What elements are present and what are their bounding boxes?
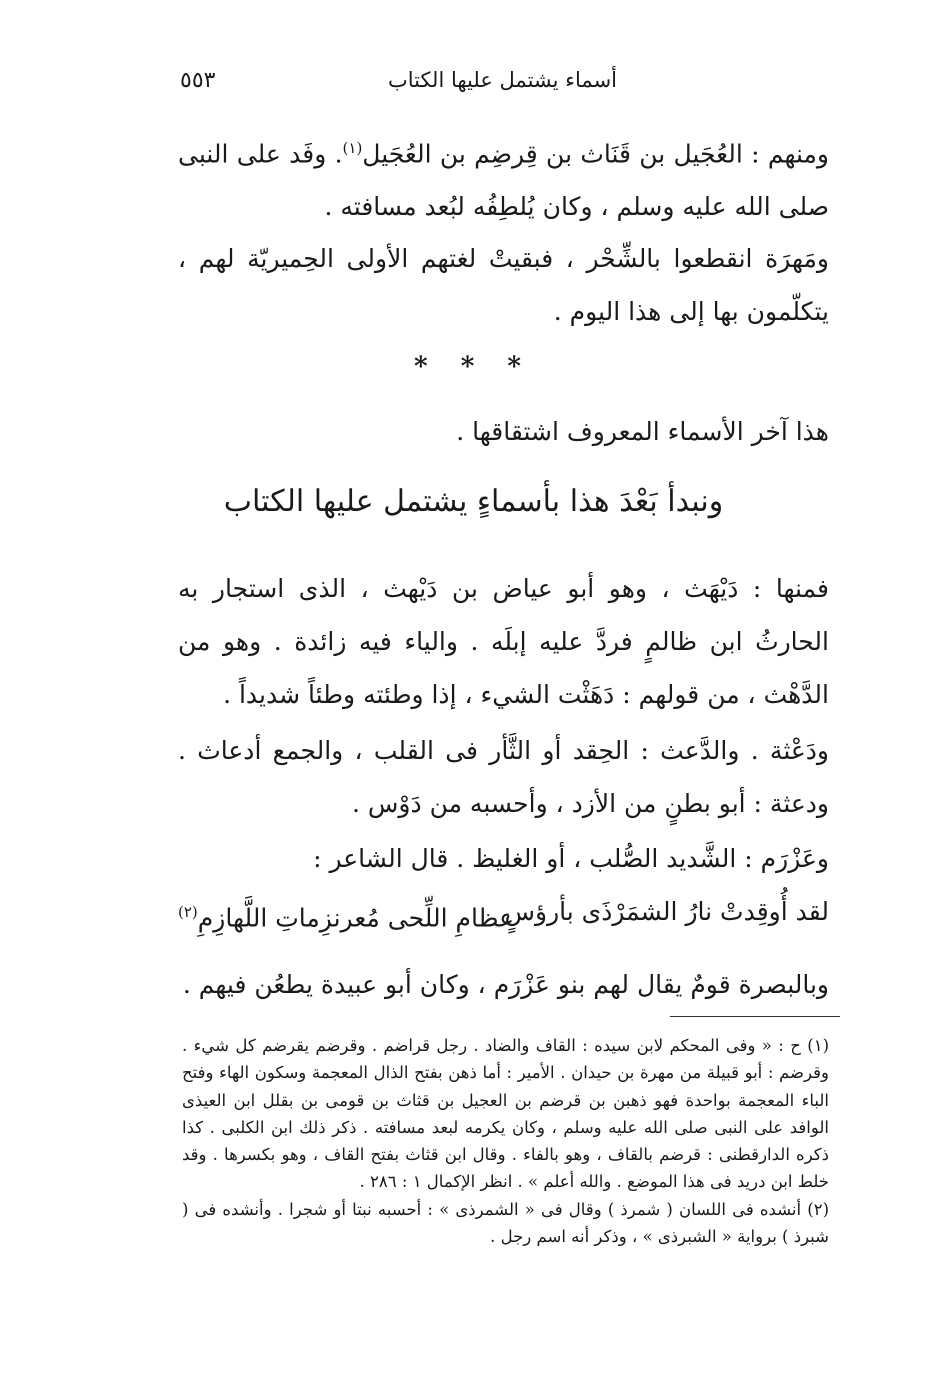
- footnote-separator: [670, 1016, 840, 1017]
- running-title: أسماء يشتمل عليها الكتاب: [387, 68, 617, 92]
- paragraph-daatha: ودَعْثة . والدَّعث : الحِقد أو الثَّأر فى القلب ، والجمع أدعاث . ودعثة : أبو بطنٍ من الأزد ، وأحسبه من دَوْس .: [178, 736, 829, 818]
- paragraph-end-of-names: هذا آخر الأسماء المعروف اشتقاقها .: [456, 417, 829, 446]
- paragraph-basra: وبالبصرة قومٌ يقال لهم بنو عَزْرَم ، وكان أبو عبيدة يطعُن فيهم .: [182, 970, 829, 999]
- verse-second-hemistich: [178, 887, 514, 943]
- paragraph-text-continued: . وفَد على النبى صلى الله عليه وسلم ، وكان يُلطِفُه لبُعد مسافته .: [178, 139, 829, 222]
- paragraph-mahra: ومَهرَة انقطعوا بالشِّحْر ، فبقيتْ لغتهم الأولى الحِميريّة لهم ، يتكلّمون بها إلى هذا اليوم .: [178, 244, 829, 326]
- verse-first-hemistich: لقد أُوقِدتْ نارُ الشمَرْذَى بأرؤسٍ: [504, 897, 829, 926]
- footnote-2: (٢) أنشده فى اللسان ( شمرذ ) وقال فى « الشمرذى » : أحسبه نبتا أو شجرا . وأنشده فى ( شبرذ ) برواية « الشبرذى » ، وذكر أنه اسم رجل .: [182, 1199, 829, 1247]
- verse-second-text: عظامِ اللِّحى مُعرنزِماتِ اللَّهازِمِ: [197, 903, 515, 933]
- footnotes: [182, 1032, 829, 1250]
- paragraph-azram: وعَزْرَم : الشَّديد الصُّلب ، أو الغليظ . قال الشاعر :: [313, 844, 829, 873]
- footnote-1: (١) ح : « وفى المحكم لابن سيده : القاف والضاد . رجل قراضم . وقرضم يقرضم كل شيء . وقرضم : أبو قبيلة من مهرة بن حيدان . الأمير : أما ذهن بفتح الذال المعجمة وسكون الهاء وفتح الباء المعجمة بواحدة فهو ذهبن بن قرضم بن العجيل بن قثاث بن قومى بن بقلل ابن العيذى الوافد على النبى صلى الله عليه وسلم ، وكان يكرمه لبعد مسافته . ذكر ذلك ابن الكلبى . كذا ذكره الدارقطنى : قرضم بالقاف ، وهو بالفاء . وقال ابن قثاث بفتح القاف ، وهو بكسرها . وقد خلط ابن دريد فى هذا الموضع . والله أعلم » . انظر الإكمال ١ : ٢٨٦ .: [182, 1036, 829, 1192]
- section-divider-stars: * * *: [414, 352, 533, 382]
- footnote-ref-2: (٢): [178, 903, 198, 921]
- paragraph-text: ومنهم : العُجَيل بن قَنَاث بن قِرضِم بن العُجَيل: [362, 139, 829, 169]
- page-number: ٥٥٣: [180, 68, 216, 93]
- footnote-ref-1: (١): [342, 139, 363, 157]
- paragraph-dayhath: فمنها : دَيْهَث ، وهو أبو عياض بن دَيْهث ، الذى استجار به الحارثُ ابن ظالمٍ فردَّ عليه إبلَه . والياء فيه زائدة . وهو من الدَّهْث ، من قولهم : دَهَثْت الشيء ، إذا وطئته وطئاً شديداً .: [178, 574, 829, 709]
- paragraph-ajil: [178, 122, 829, 233]
- page-header: [180, 68, 767, 102]
- section-heading: ونبدأ بَعْدَ هذا بأسماءٍ يشتمل عليها الكتاب: [223, 484, 724, 519]
